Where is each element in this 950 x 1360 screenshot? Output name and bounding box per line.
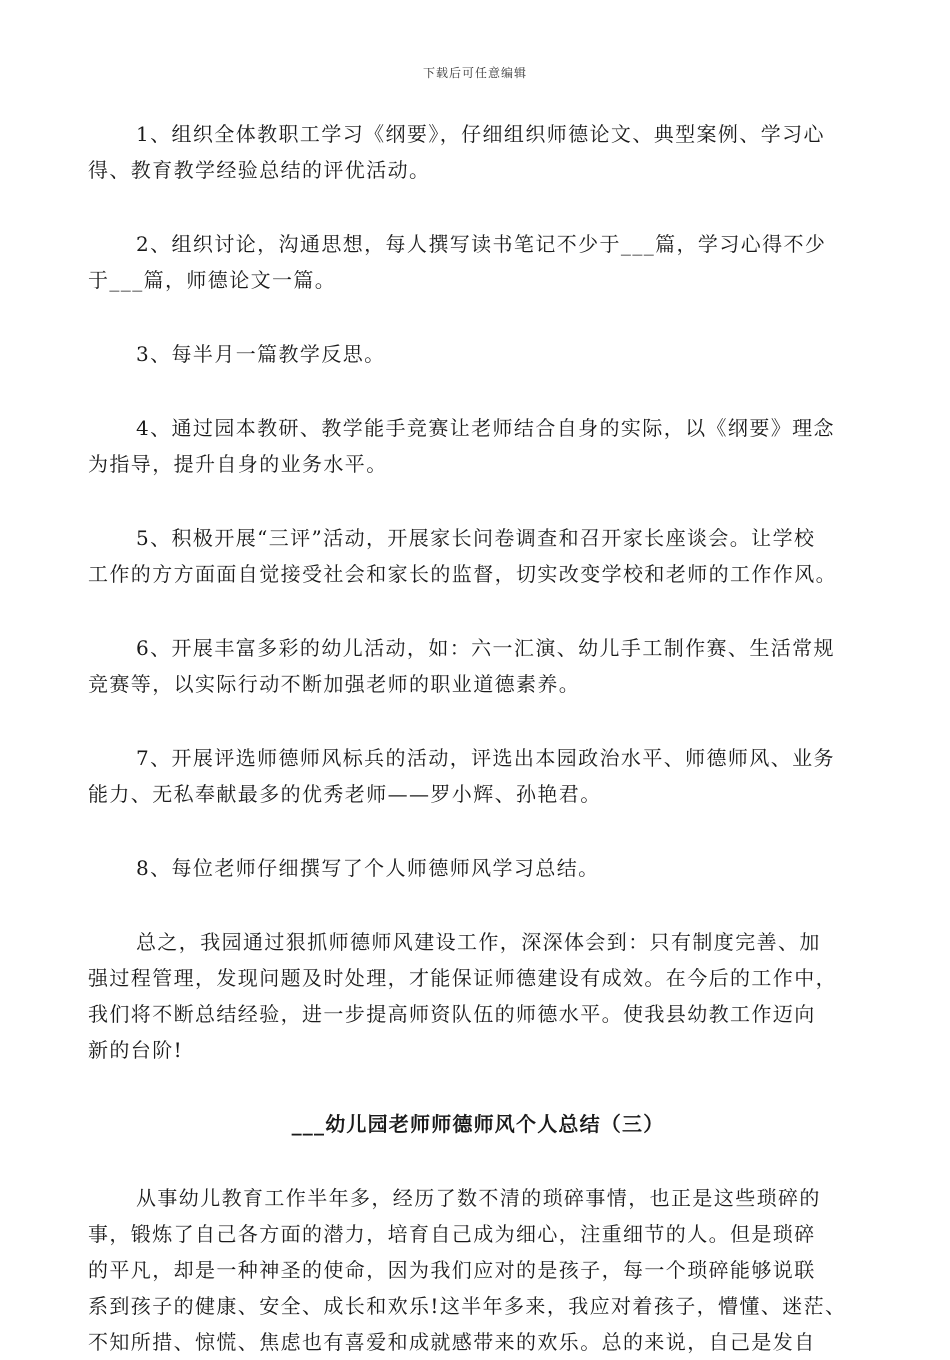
list-item-4	[88, 410, 868, 482]
list-item-3	[88, 336, 868, 372]
text-line: 1、组织全体教职工学习《纲要》，仔细组织师德论文、典型案例、学习心	[136, 122, 825, 146]
text-line: 系到孩子的健康、安全、成长和欢乐!这半年多来，我应对着孩子，懵懂、迷茫、	[88, 1294, 847, 1318]
list-item-1	[88, 116, 868, 188]
text-line: 于___篇，师德论文一篇。	[88, 268, 337, 292]
text-line: 不知所措、惊慌、焦虑也有喜爱和成就感带来的欢乐。总的来说，自己是发自	[88, 1330, 816, 1354]
list-item-5	[88, 520, 868, 592]
text-line: 事，锻炼了自己各方面的潜力，培育自己成为细心，注重细节的人。但是琐碎	[88, 1222, 816, 1246]
list-item-8	[88, 850, 868, 886]
text-line: 的平凡，却是一种神圣的使命，因为我们应对的是孩子，每一个琐碎能够说联	[88, 1258, 816, 1282]
text-line: 2、组织讨论，沟通思想，每人撰写读书笔记不少于___篇，学习心得不少	[136, 232, 827, 256]
text-line: 8、每位老师仔细撰写了个人师德师风学习总结。	[136, 856, 600, 880]
text-line: 为指导，提升自身的业务水平。	[88, 452, 388, 476]
text-line: 4、通过园本教研、教学能手竞赛让老师结合自身的实际，以《纲要》理念	[136, 416, 835, 440]
text-line: 工作的方方面面自觉接受社会和家长的监督，切实改变学校和老师的工作作风。	[88, 562, 837, 586]
text-line: 竞赛等，以实际行动不断加强老师的职业道德素养。	[88, 672, 581, 696]
text-line: 我们将不断总结经验，进一步提高师资队伍的师德水平。使我县幼教工作迈向	[88, 1002, 816, 1026]
document-body	[88, 116, 868, 1360]
text-line: 新的台阶!	[88, 1038, 184, 1062]
text-line: 5、积极开展“三评”活动，开展家长问卷调查和召开家长座谈会。让学校	[136, 526, 816, 550]
list-item-7	[88, 740, 868, 812]
conclusion-paragraph	[88, 924, 868, 1068]
text-line: 6、开展丰富多彩的幼儿活动，如：六一汇演、幼儿手工制作赛、生活常规	[136, 636, 835, 660]
text-line: 总之，我园通过狠抓师德师风建设工作，深深体会到：只有制度完善、加	[136, 930, 821, 954]
text-line: 能力、无私奉献最多的优秀老师——罗小辉、孙艳君。	[88, 782, 602, 806]
text-line: 从事幼儿教育工作半年多，经历了数不清的琐碎事情，也正是这些琐碎的	[136, 1186, 821, 1210]
list-item-2	[88, 226, 868, 298]
text-line: 3、每半月一篇教学反思。	[136, 342, 386, 366]
page-header: 下载后可任意编辑	[422, 66, 527, 80]
closing-paragraph	[88, 1180, 868, 1360]
text-line: 强过程管理，发现问题及时处理，才能保证师德建设有成效。在今后的工作中，	[88, 966, 837, 990]
section-title: ___幼儿园老师师德师风个人总结（三）	[291, 1112, 665, 1136]
text-line: 得、教育教学经验总结的评优活动。	[88, 158, 431, 182]
text-line: 7、开展评选师德师风标兵的活动，评选出本园政治水平、师德师风、业务	[136, 746, 835, 770]
list-item-6	[88, 630, 868, 702]
